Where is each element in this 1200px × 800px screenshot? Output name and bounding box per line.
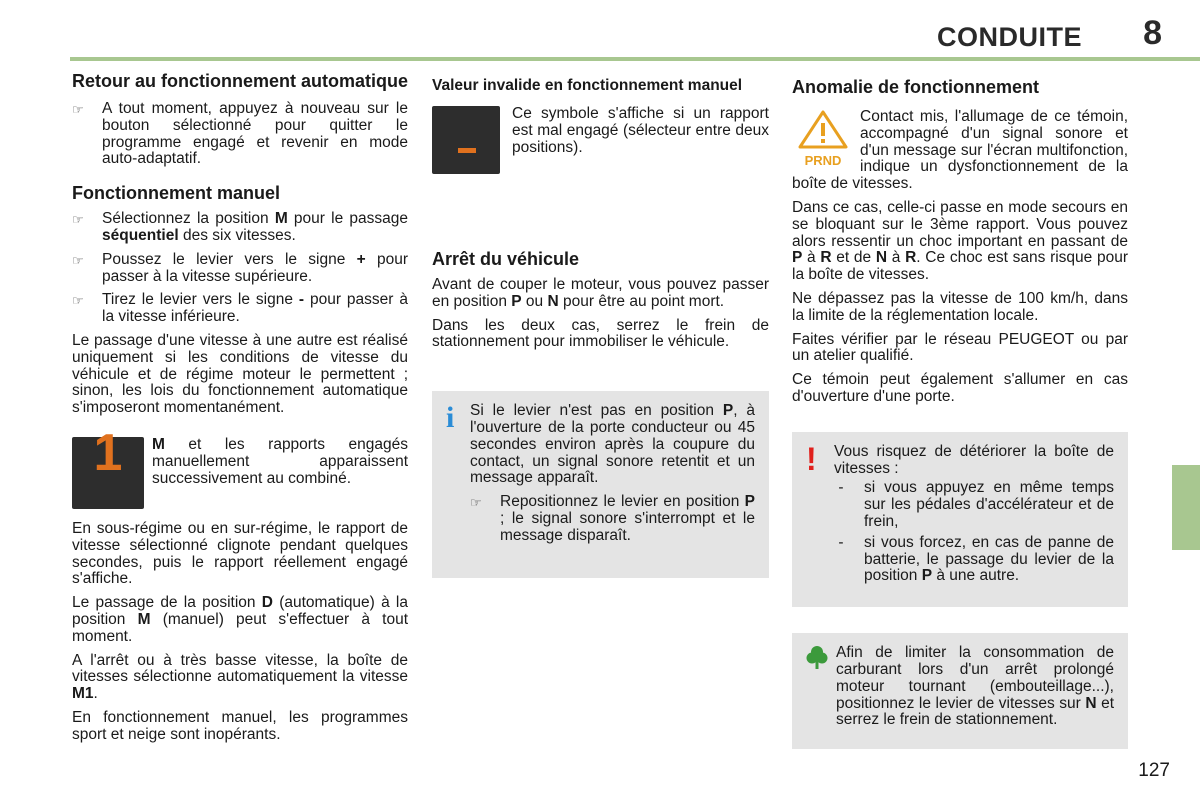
bullet-text: A tout moment, appuyez à nouveau sur le bouton sélectionné pour quitter le programme engagé et revenir en mode auto-adaptatif. (102, 100, 408, 168)
bullet-text: Repositionnez le levier en position P ; le signal sonore s'interrompt et le message disparaît. (500, 493, 755, 544)
gearbox-warning-icon (796, 109, 850, 168)
anomaly-intro (792, 109, 1128, 193)
pointing-hand-icon: ☞ (72, 102, 84, 117)
paragraph: A l'arrêt ou à très basse vitesse, la boîte de vitesses sélectionne automatiquement la vitesse M1. (72, 651, 408, 703)
paragraph: Dans ce cas, celle-ci passe en mode secours en se bloquant sur le 3ème rapport. Vous pouvez alors ressentir un choc important en passant de P à R et de N à R. Ce choc est sans risque pour la boîte de vitesses. (792, 198, 1129, 284)
paragraph: Dans les deux cas, serrez le frein de stationnement pour immobiliser le véhicule. (432, 316, 769, 351)
section-title-valeur-invalide: Valeur invalide en fonctionnement manuel (432, 77, 743, 94)
pointing-hand-icon: ☞ (72, 252, 84, 268)
gear-caption: M et les rapports engagés manuellement apparaissent successivement au combiné. (152, 435, 408, 487)
warning-content (834, 444, 1114, 589)
dash-marker: - (838, 533, 844, 551)
warning-triangle-icon (796, 109, 850, 149)
dash-marker: - (838, 479, 844, 497)
bullet-item (72, 211, 408, 245)
invalid-gear-display-image (432, 106, 500, 174)
bullet-item (470, 494, 755, 544)
dash-item (834, 480, 1114, 530)
eco-tip-box (792, 633, 1128, 749)
warning-box (792, 432, 1128, 607)
info-content (470, 403, 755, 551)
chapter-side-tab (1172, 465, 1200, 550)
column-right (792, 72, 1128, 749)
pointing-hand-icon: ☞ (470, 495, 482, 511)
pointing-hand-icon: ☞ (72, 293, 84, 309)
info-box (432, 391, 769, 577)
paragraph: Ce témoin peut également s'allumer en cas d'ouverture d'une porte. (792, 371, 1128, 405)
gear-display-block (72, 423, 408, 509)
section-title-anomalie: Anomalie de fonctionnement (792, 77, 1040, 97)
header-rule (70, 57, 1200, 61)
info-icon: i (446, 401, 455, 435)
bullet-item (72, 292, 408, 326)
tree-icon (806, 645, 828, 671)
paragraph: Contact mis, l'allumage de ce témoin, accompagné d'un signal sonore et d'un message sur l'écran multifonction, indique un dysfonctionnement de la boîte de vitesses. (792, 108, 1128, 193)
section-title-manuel: Fonctionnement manuel (72, 183, 281, 204)
invalid-gear-caption: Ce symbole s'affiche si un rapport est mal engagé (sélecteur entre deux positions). (512, 105, 769, 156)
paragraph: Ne dépassez pas la vitesse de 100 km/h, dans la limite de la réglementation locale. (792, 289, 1128, 324)
gear-digit: 1 (93, 423, 123, 482)
info-text: Si le levier n'est pas en position P, à l'ouverture de la porte conducteur ou 45 secondes environ après la coupure du contact, un signal sonore retentit et un message apparaît. (470, 402, 755, 487)
bullet-item (72, 101, 408, 168)
dash-symbol (458, 148, 476, 153)
paragraph: Avant de couper le moteur, vous pouvez passer en position P ou N pour être au point mort. (432, 276, 769, 310)
paragraph: En fonctionnement manuel, les programmes sport et neige sont inopérants. (72, 708, 408, 743)
prnd-label: PRND (804, 152, 842, 168)
pointing-hand-icon: ☞ (72, 212, 84, 228)
column-left (72, 72, 408, 751)
dash-text: si vous forcez, en cas de panne de batterie, le passage du levier de la position P à une autre. (864, 533, 1114, 585)
bullet-text: Poussez le levier vers le signe + pour passer à la vitesse supérieure. (102, 250, 408, 285)
paragraph: Faites vérifier par le réseau PEUGEOT ou par un atelier qualifié. (792, 330, 1128, 365)
warning-text: Vous risquez de détériorer la boîte de vitesses : (834, 442, 1114, 477)
bullet-text: Sélectionnez la position M pour le passage séquentiel des six vitesses. (102, 210, 408, 244)
bullet-text: Tirez le levier vers le signe - pour passer à la vitesse inférieure. (102, 291, 408, 326)
paragraph: En sous-régime ou en sur-régime, le rapport de vitesse sélectionné clignote pendant quelques secondes, puis le rapport réellement engagé s'affiche. (72, 519, 408, 588)
invalid-gear-block (432, 106, 769, 174)
paragraph: Le passage de la position D (automatique) à la position M (manuel) peut s'effectuer à tout moment. (72, 594, 408, 645)
dash-item (834, 535, 1114, 585)
column-middle (432, 72, 769, 578)
paragraph: Le passage d'une vitesse à une autre est réalisé uniquement si les conditions de vitesse du véhicule et de régime moteur le permettent ; sinon, les lois du fonctionnement automatique s'imposeront momentanément. (72, 331, 408, 417)
dash-text: si vous appuyez en même temps sur les pédales d'accélérateur et de frein, (864, 479, 1114, 530)
section-title-retour: Retour au fonctionnement automatique (72, 71, 409, 91)
page-number: 127 (1138, 760, 1170, 781)
section-title-arret: Arrêt du véhicule (432, 249, 580, 269)
chapter-title: CONDUITE (937, 22, 1082, 52)
gear-indicator-image (72, 423, 144, 509)
chapter-number: 8 (1143, 14, 1162, 52)
bullet-item (72, 252, 408, 286)
exclamation-icon: ! (806, 440, 817, 477)
eco-tip-text: Afin de limiter la consommation de carburant lors d'un arrêt prolongé moteur tournant (embouteillage...), positionnez le levier de vitesses sur N et serrez le frein de stationnement. (836, 644, 1115, 729)
